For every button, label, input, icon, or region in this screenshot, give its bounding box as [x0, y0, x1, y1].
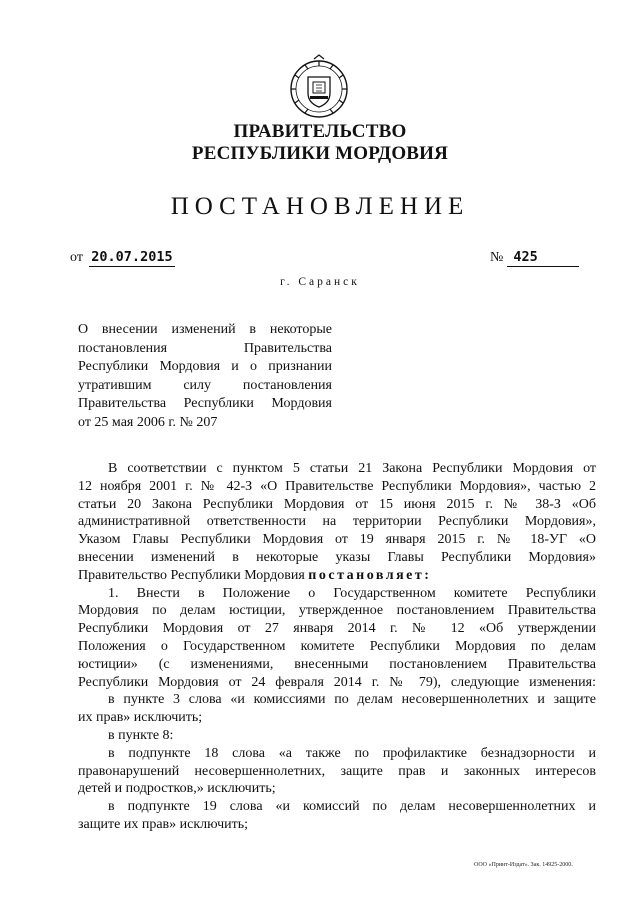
body-line: 12 ноября 2001 г. № 42-З «О Правительстве Республики Мордовия», частью 2	[78, 478, 596, 494]
number-prefix: №	[490, 250, 504, 265]
body-line: Положения о Государственном комитете Республики Мордовия по делам	[78, 638, 596, 654]
body-line: Мордовия по делам юстиции, утвержденное постановлением Правительства	[78, 603, 596, 619]
body-line: в подпункте 18 слова «а также по профилактике безнадзорности и	[108, 745, 596, 761]
subject-block	[78, 321, 332, 433]
number-value: 425	[507, 249, 579, 267]
body-line: 1. Внести в Положение о Государственном комитете Республики	[108, 585, 596, 601]
government-title-line2: РЕСПУБЛИКИ МОРДОВИЯ	[191, 143, 449, 164]
city-line: г. Саранск	[280, 276, 360, 288]
body-line: Указом Главы Республики Мордовия от 19 января 2015 г. № 18-УГ «О	[78, 532, 596, 548]
body-line: Республики Мордовия от 24 февраля 2014 г. № 79), следующие изменения:	[78, 674, 596, 690]
subject-line: утратившим силу постановления	[78, 377, 332, 393]
printer-imprint: ООО «Принт-Издат». Зак. 14925-2000.	[474, 862, 573, 868]
body-line: защите их прав» исключить;	[78, 816, 249, 832]
subject-line: от 25 мая 2006 г. № 207	[78, 414, 218, 430]
resolution-word: постановляет:	[308, 567, 432, 583]
body-line: статьи 20 Закона Республики Мордовия от 15 июня 2015 г. № 38-З «Об	[78, 496, 596, 512]
date-value: 20.07.2015	[89, 249, 175, 267]
body-line: внесении изменений в некоторые указы Главы Республики Мордовия»	[78, 549, 596, 565]
subject-line: Правительства Республики Мордовия	[78, 396, 332, 412]
subject-line: О внесении изменений в некоторые	[78, 322, 332, 337]
document-type-heading: ПОСТАНОВЛЕНИЕ	[170, 193, 470, 220]
subject-line: Республики Мордовия и о признании	[78, 359, 332, 375]
subject-line: постановления Правительства	[78, 340, 332, 356]
number-field	[490, 249, 579, 267]
coat-of-arms-emblem	[286, 53, 352, 121]
body-text	[78, 460, 596, 834]
body-line	[78, 567, 596, 585]
body-line: в пункте 8:	[108, 727, 174, 743]
date-prefix: от	[70, 250, 83, 265]
body-line: В соответствии с пунктом 5 статьи 21 Закона Республики Мордовия от	[108, 461, 596, 476]
body-line: в пункте 3 слова «и комиссиями по делам несовершеннолетних и защите	[108, 692, 596, 708]
body-line: Республики Мордовия от 27 января 2014 г. № 12 «Об утверждении	[78, 621, 596, 637]
body-line: их прав» исключить;	[78, 710, 203, 726]
body-line: в подпункте 19 слова «и комиссий по делам несовершеннолетних и	[108, 799, 596, 815]
body-line-part: Правительство Республики Мордовия	[78, 567, 305, 583]
body-line: административной ответственности на территории Республики Мордовия»,	[78, 514, 596, 530]
government-title-line1: ПРАВИТЕЛЬСТВО	[233, 121, 407, 142]
body-line: детей и подростков,» исключить;	[78, 781, 276, 797]
body-line: юстиции» (с изменениями, внесенными постановлением Правительства	[78, 656, 596, 672]
body-line: правонарушений несовершеннолетних, защите прав и законных интересов	[78, 763, 596, 779]
date-field	[70, 249, 175, 267]
